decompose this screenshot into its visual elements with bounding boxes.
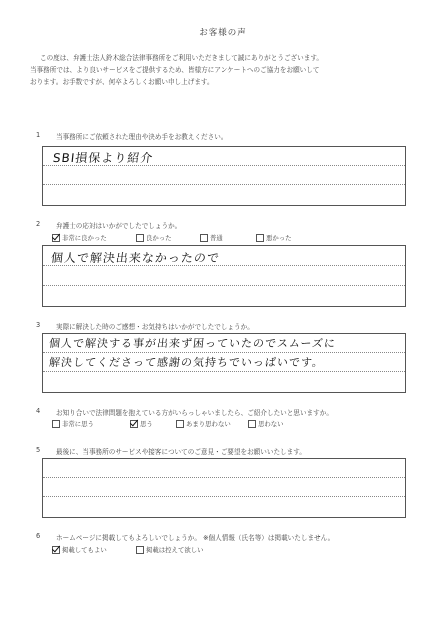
q1-answer-text: SBI損保より紹介 xyxy=(52,151,155,165)
q5-number: 5 xyxy=(36,446,41,454)
q3-answer-box[interactable] xyxy=(42,333,406,393)
q2-option-good[interactable] xyxy=(136,233,172,242)
q3-question: 実際に解決した時のご感想・お気持ちはいかがでしたでしょうか。 xyxy=(56,323,254,331)
q4-option-very[interactable] xyxy=(52,419,94,428)
q1-number: 1 xyxy=(36,131,41,139)
q6-number: 6 xyxy=(36,532,41,540)
page-title: お客様の声 xyxy=(199,28,247,38)
q1-answer-box[interactable] xyxy=(42,146,406,206)
checkbox-icon[interactable] xyxy=(136,234,144,242)
option-label: 良かった xyxy=(146,234,172,242)
option-label: 掲載は控えて欲しい xyxy=(146,546,204,554)
checkbox-icon[interactable] xyxy=(136,546,144,554)
option-label: 掲載してもよい xyxy=(62,546,107,554)
q3-number: 3 xyxy=(36,321,41,329)
checkbox-icon[interactable] xyxy=(176,420,184,428)
q4-option-yes[interactable] xyxy=(130,419,153,428)
checkbox-icon[interactable] xyxy=(200,234,208,242)
q2-option-bad[interactable] xyxy=(256,233,292,242)
intro-line-2: 当事務所では、より良いサービスをご提供するため、皆様方にアンケートへのご協力をお願いして xyxy=(30,66,320,74)
q3-answer-line-1: 個人で解決する事が出来ず困っていたのでスムーズに xyxy=(48,337,337,350)
ruled-line xyxy=(43,477,405,478)
q2-option-normal[interactable] xyxy=(200,233,223,242)
checkbox-icon[interactable] xyxy=(52,420,60,428)
option-label: 思う xyxy=(140,420,153,428)
checkbox-icon[interactable] xyxy=(256,234,264,242)
q1-question: 当事務所にご依頼された理由や決め手をお教えください。 xyxy=(56,133,228,141)
q5-question: 最後に、当事務所のサービスや接客についてのご意見・ご要望をお願いいたします。 xyxy=(56,448,306,456)
q4-number: 4 xyxy=(36,407,41,415)
q2-answer-text: 個人で解決出来なかったので xyxy=(50,251,221,265)
q4-option-no[interactable] xyxy=(248,419,284,428)
checkbox-icon[interactable] xyxy=(52,546,60,554)
intro-line-1: この度は、弁護士法人鈴木総合法律事務所をご利用いただきまして誠にありがとうございます。 xyxy=(40,54,324,62)
ruled-line xyxy=(43,371,405,372)
ruled-line xyxy=(43,496,405,497)
option-label: 悪かった xyxy=(266,234,292,242)
ruled-line xyxy=(43,352,405,353)
q2-answer-box[interactable] xyxy=(42,245,406,307)
option-label: 非常に良かった xyxy=(62,234,107,242)
ruled-line xyxy=(43,285,405,286)
intro-line-3: おります。お手数ですが、何卒よろしくお願い申し上げます。 xyxy=(30,78,214,86)
option-label: 普通 xyxy=(210,234,223,242)
checkbox-icon[interactable] xyxy=(130,420,138,428)
q2-option-very-good[interactable] xyxy=(52,233,107,242)
option-label: あまり思わない xyxy=(186,420,231,428)
option-label: 非常に思う xyxy=(62,420,94,428)
ruled-line xyxy=(43,184,405,185)
checkbox-icon[interactable] xyxy=(52,234,60,242)
q6-question: ホームページに掲載してもよろしいでしょうか。 ※個人情報（氏名等）は掲載いたしません。 xyxy=(56,534,335,542)
q6-option-decline[interactable] xyxy=(136,545,204,554)
q3-answer-line-2: 解決してくださって感謝の気持ちでいっぱいです。 xyxy=(48,356,325,369)
q6-option-allow[interactable] xyxy=(52,545,107,554)
q2-number: 2 xyxy=(36,220,41,228)
q2-question: 弁護士の応対はいかがでしたでしょうか。 xyxy=(56,222,182,230)
option-label: 思わない xyxy=(258,420,284,428)
q5-answer-box[interactable] xyxy=(42,458,406,518)
q4-question: お知り合いで法律問題を抱えている方がいらっしゃいましたら、ご紹介したいと思いますか。 xyxy=(56,409,333,417)
checkbox-icon[interactable] xyxy=(248,420,256,428)
q4-option-not-much[interactable] xyxy=(176,419,231,428)
